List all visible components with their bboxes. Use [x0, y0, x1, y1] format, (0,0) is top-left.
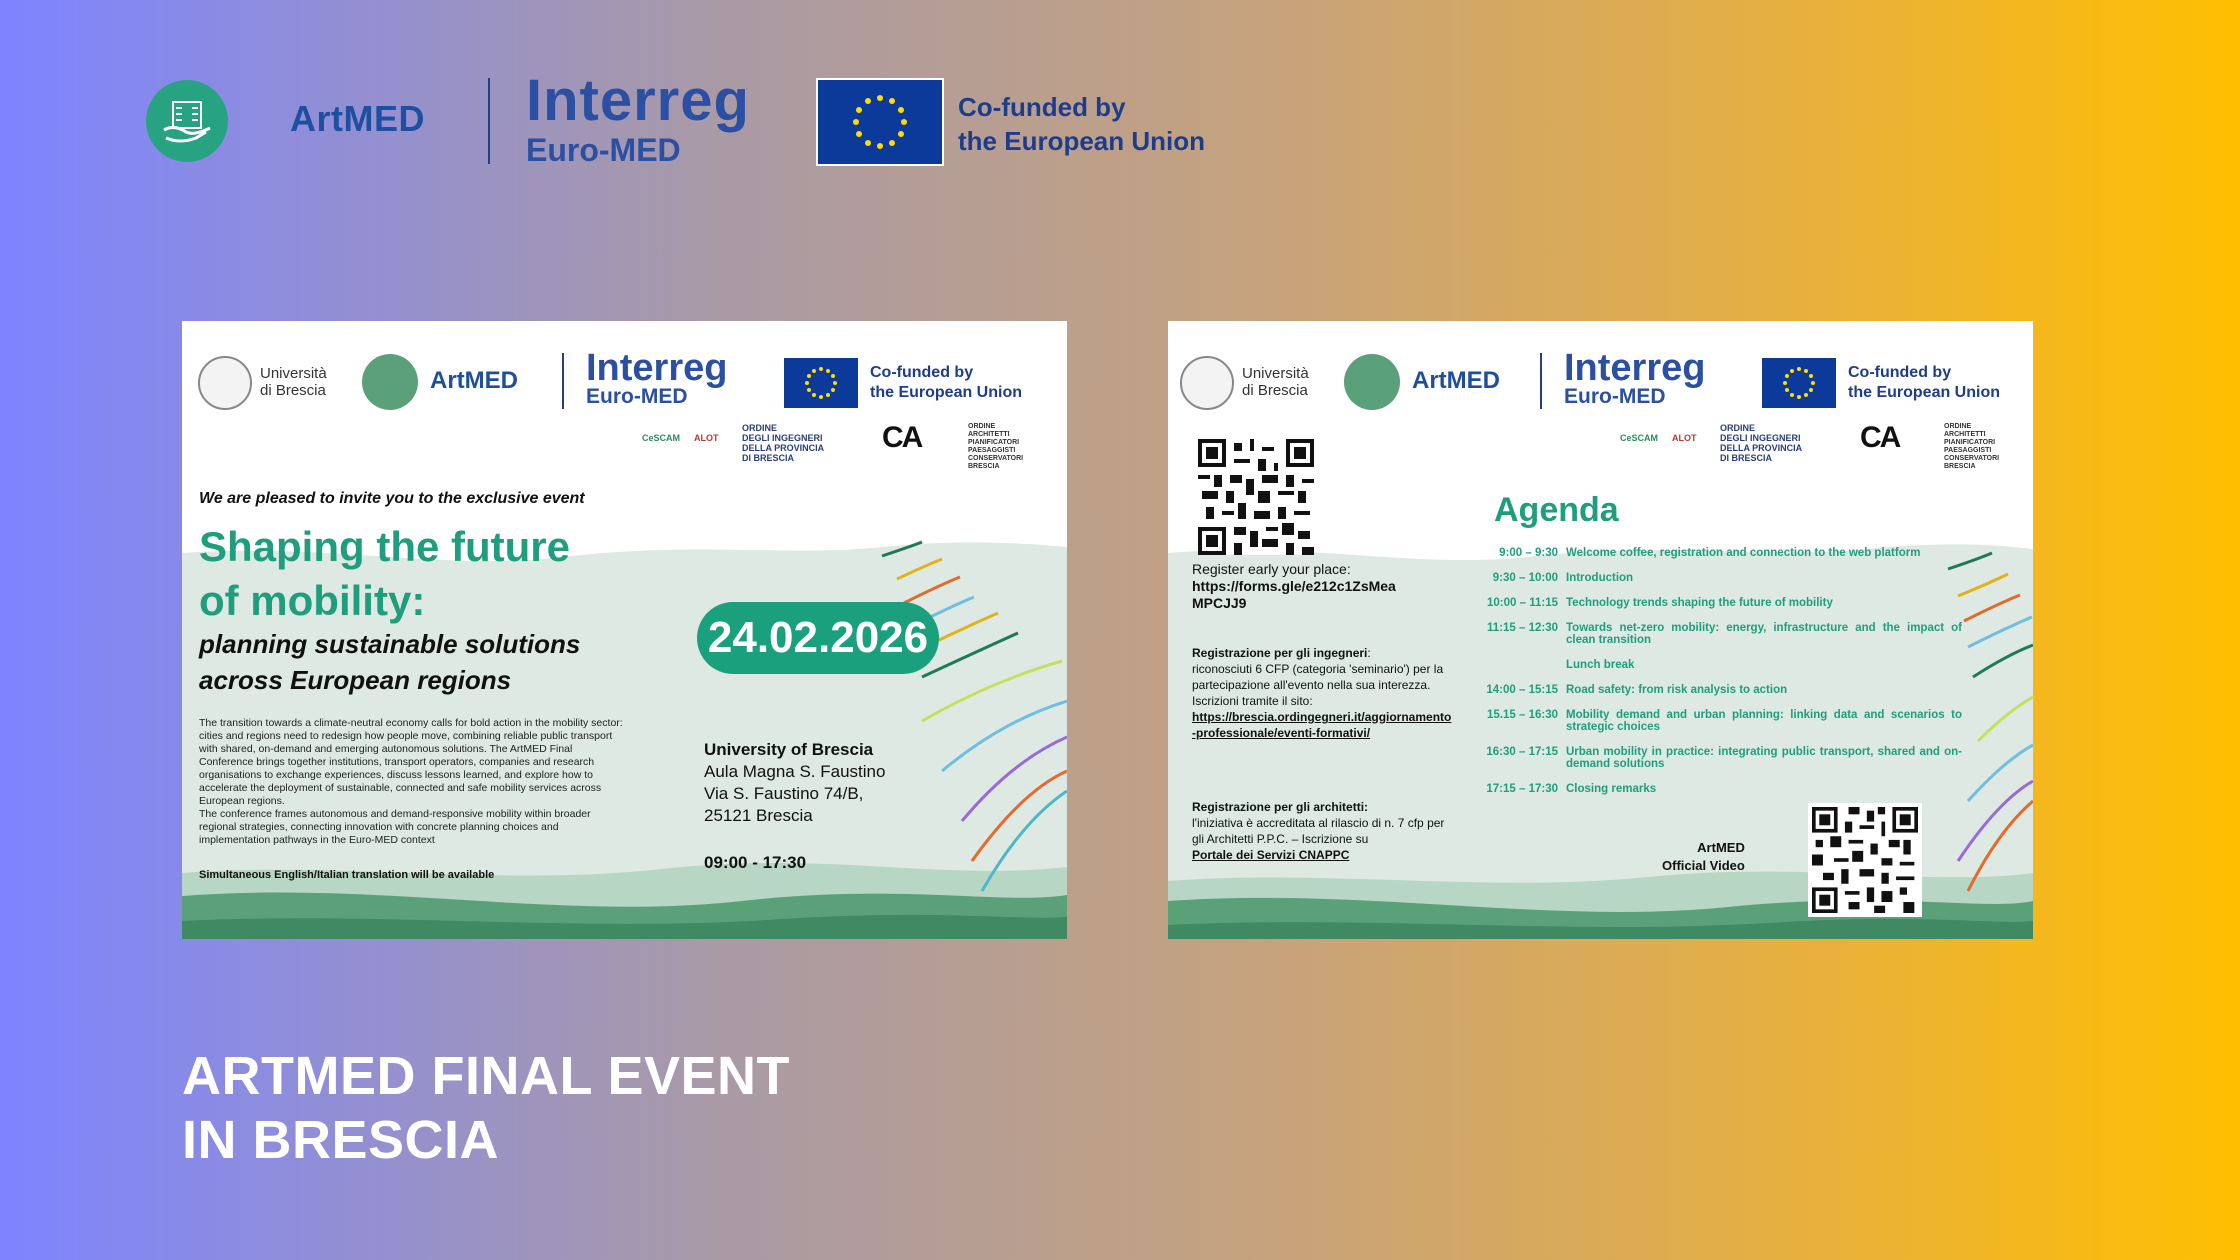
page-title-line1: ARTMED FINAL EVENT [182, 1046, 791, 1106]
eu-flag-icon [1762, 358, 1836, 408]
artmed-wordmark: ArtMED [1412, 367, 1500, 394]
unibs-wordmark [1242, 365, 1309, 399]
video-line2: Official Video [1662, 858, 1745, 873]
agenda-item [1480, 547, 1962, 559]
cofunded-text [958, 90, 1205, 158]
agenda-item [1480, 746, 1962, 770]
unibs-seal-icon [198, 356, 252, 410]
venue-name: University of Brescia [704, 740, 874, 759]
ordine-arch-line6: BRESCIA [968, 463, 1000, 470]
ordine-arch-line5: CONSERVATORI [968, 455, 1024, 462]
logo-divider [1540, 353, 1542, 409]
header-divider [488, 78, 490, 164]
alot-logo: ALOT [1672, 433, 1697, 443]
ordine-architetti-logo: CA [1860, 421, 1900, 454]
description-paragraph-2: The conference frames autonomous and demand-responsive mobility within broader regional strategies, connecting innovation with concrete planning choices and implementation pathways in the Euro-MED context [199, 808, 591, 846]
cofunded-line1: Co-funded by [958, 92, 1126, 122]
page-title [182, 1044, 790, 1172]
agenda-item-desc: Urban mobility in practice: integrating public transport, shared and on-demand solutions [1566, 746, 1962, 770]
ordine-arch-line4: PAESAGGISTI [968, 447, 1016, 454]
cescam-logo: CeSCAM [642, 433, 681, 443]
agenda-item-time: 9:00 – 9:30 [1499, 547, 1558, 559]
unibs-line2: di Brescia [1242, 382, 1308, 399]
agenda-item [1480, 597, 1962, 609]
engineers-text: riconosciuti 6 CFP (categoria 'seminario') per la partecipazione all'evento nella sua interezza. [1192, 662, 1444, 692]
unibs-seal-icon [1180, 356, 1234, 410]
ordine-ing-line1: ORDINE [1720, 423, 1756, 433]
ordine-ing-line2: DEGLI INGEGNERI [1720, 433, 1801, 443]
event-description [199, 717, 629, 847]
subhead-line2: across European regions [199, 665, 512, 695]
agenda-item-desc: Road safety: from risk analysis to action [1566, 684, 1788, 696]
eu-flag-icon [816, 78, 944, 166]
agenda-item-desc: Introduction [1566, 572, 1634, 584]
agenda-item-desc: Lunch break [1566, 659, 1635, 671]
ordine-ing-line1: ORDINE [742, 423, 778, 433]
ordine-architetti-logo: CA [882, 421, 922, 454]
logo-divider [562, 353, 564, 409]
invite-intro: We are pleased to invite you to the exclusive event [199, 490, 585, 507]
interreg-wordmark: Interreg [586, 347, 728, 389]
cofunded-line2: the European Union [870, 384, 1022, 401]
ordine-arch-line3: PIANIFICATORI [968, 439, 1020, 446]
agenda-item [1480, 572, 1962, 584]
ordine-arch-line2: ARCHITETTI [1944, 431, 1986, 438]
agenda-item-desc: Welcome coffee, registration and connection to the web platform [1566, 547, 1921, 559]
agenda-item-desc: Towards net-zero mobility: energy, infrastructure and the impact of clean transition [1566, 622, 1962, 646]
architects-title: Registrazione per gli architetti: [1192, 800, 1369, 814]
ordine-arch-line6: BRESCIA [1944, 463, 1976, 470]
ordine-architetti-text [1944, 423, 1999, 471]
euromed-wordmark: Euro-MED [1564, 385, 1666, 408]
ordine-ing-line4: DI BRESCIA [1720, 453, 1773, 463]
event-date-badge: 24.02.2026 [697, 602, 939, 674]
artmed-logo-icon [362, 354, 418, 410]
ordine-ingegneri-logo [1720, 423, 1802, 463]
agenda-item-time: 9:30 – 10:00 [1492, 572, 1558, 584]
agenda-item-desc: Closing remarks [1566, 783, 1657, 795]
video-qr-code-icon[interactable] [1808, 803, 1922, 917]
ordine-ing-line4: DI BRESCIA [742, 453, 795, 463]
agenda-item [1480, 622, 1962, 646]
cofunded-line2: the European Union [1848, 384, 2000, 401]
agenda-card [1168, 321, 2033, 939]
agenda-item-time: 11:15 – 12:30 [1487, 622, 1558, 634]
registration-block [1192, 561, 1442, 612]
cofunded-line1: Co-funded by [870, 364, 974, 381]
engineers-link[interactable]: https://brescia.ordingegneri.it/aggiornamento-professionale/eventi-formativi/ [1192, 710, 1452, 740]
ordine-arch-line3: PIANIFICATORI [1944, 439, 1996, 446]
venue-hall: Aula Magna S. Faustino [704, 762, 886, 781]
invitation-card [182, 321, 1067, 939]
agenda-item-time: 17:15 – 17:30 [1486, 783, 1558, 795]
headline-line2: of mobility: [199, 577, 426, 624]
artmed-wordmark: ArtMED [430, 367, 518, 394]
alot-logo: ALOT [694, 433, 719, 443]
agenda-item-desc: Technology trends shaping the future of mobility [1566, 597, 1833, 609]
agenda-item-time [1480, 659, 1566, 671]
agenda-item [1480, 684, 1962, 696]
unibs-wordmark [260, 365, 327, 399]
engineers-title-colon: : [1367, 646, 1371, 660]
interreg-wordmark: Interreg [526, 68, 750, 133]
register-link-line2[interactable]: MPCJJ9 [1192, 595, 1247, 611]
ordine-arch-line1: ORDINE [968, 423, 996, 430]
venue-block [704, 739, 885, 827]
architects-registration [1192, 799, 1452, 863]
cofunded-line1: Co-funded by [1848, 364, 1952, 381]
engineers-text2: Iscrizioni tramite il sito: [1192, 694, 1313, 708]
eu-flag-icon [784, 358, 858, 408]
artmed-wordmark: ArtMED [290, 98, 425, 139]
event-subheadline [199, 626, 580, 698]
ordine-ing-line3: DELLA PROVINCIA [742, 443, 825, 453]
cofunded-text [1848, 363, 2000, 403]
unibs-line2: di Brescia [260, 382, 326, 399]
architects-text: l'iniziativa è accreditata al rilascio di n. 7 cfp per gli Architetti P.P.C. – Iscrizione su [1192, 816, 1445, 846]
headline-line1: Shaping the future [199, 523, 570, 570]
agenda-item-time: 16:30 – 17:15 [1486, 746, 1558, 758]
translation-note: Simultaneous English/Italian translation will be available [199, 869, 495, 881]
agenda-item-time: 14:00 – 15:15 [1486, 684, 1558, 696]
video-line1: ArtMED [1697, 840, 1745, 855]
ordine-ing-line2: DEGLI INGEGNERI [742, 433, 823, 443]
engineers-registration [1192, 645, 1452, 741]
venue-street: Via S. Faustino 74/B, [704, 784, 864, 803]
euromed-wordmark: Euro-MED [586, 385, 688, 408]
register-link-line1[interactable]: https://forms.gle/e212c1ZsMea [1192, 578, 1396, 594]
ordine-arch-line1: ORDINE [1944, 423, 1972, 430]
agenda-item [1480, 783, 1962, 795]
subhead-line1: planning sustainable solutions [199, 629, 581, 659]
agenda-item [1480, 659, 1962, 671]
official-video-label [1662, 839, 1745, 875]
unibs-line1: Università [1242, 365, 1309, 382]
ordine-ing-line3: DELLA PROVINCIA [1720, 443, 1803, 453]
agenda-item-time: 10:00 – 11:15 [1487, 597, 1558, 609]
event-headline [199, 520, 570, 628]
architects-link[interactable]: Portale dei Servizi CNAPPC [1192, 848, 1350, 862]
agenda-item-desc: Mobility demand and urban planning: linking data and scenarios to strategic choices [1566, 709, 1962, 733]
ordine-arch-line2: ARCHITETTI [968, 431, 1010, 438]
ordine-ingegneri-logo [742, 423, 824, 463]
description-paragraph-1: The transition towards a climate-neutral economy calls for bold action in the mobility sector: cities and regions need to redesign how people move, combining reliable public transport with shared, on-demand and emerging autonomous solutions. The ArtMED Final Conference brings together institutions, transport operators, companies and research organisations to exchange experiences, discuss lessons learned, and explore how to accelerate the deployment of sustainable, connected and safe mobility services across European regions. [199, 717, 623, 807]
interreg-wordmark: Interreg [1564, 347, 1706, 389]
agenda-item-time: 15.15 – 16:30 [1487, 709, 1558, 721]
registration-qr-code-icon[interactable] [1198, 439, 1314, 555]
agenda-title: Agenda [1494, 491, 1619, 529]
register-link[interactable] [1192, 578, 1442, 612]
agenda-list [1480, 547, 1962, 808]
cescam-logo: CeSCAM [1620, 433, 1659, 443]
unibs-line1: Università [260, 365, 327, 382]
artmed-logo-icon [1344, 354, 1400, 410]
venue-city: 25121 Brescia [704, 806, 813, 825]
cofunded-text [870, 363, 1022, 403]
euromed-wordmark: Euro-MED [526, 132, 681, 168]
ordine-architetti-text [968, 423, 1023, 471]
event-time: 09:00 - 17:30 [704, 853, 807, 872]
ordine-arch-line4: PAESAGGISTI [1944, 447, 1992, 454]
register-label: Register early your place: [1192, 561, 1351, 577]
artmed-logo-icon [146, 80, 228, 162]
page-title-line2: IN BRESCIA [182, 1110, 500, 1170]
ordine-arch-line5: CONSERVATORI [1944, 455, 2000, 462]
cofunded-line2: the European Union [958, 126, 1205, 156]
agenda-item [1480, 709, 1962, 733]
engineers-title: Registrazione per gli ingegneri [1192, 646, 1368, 660]
